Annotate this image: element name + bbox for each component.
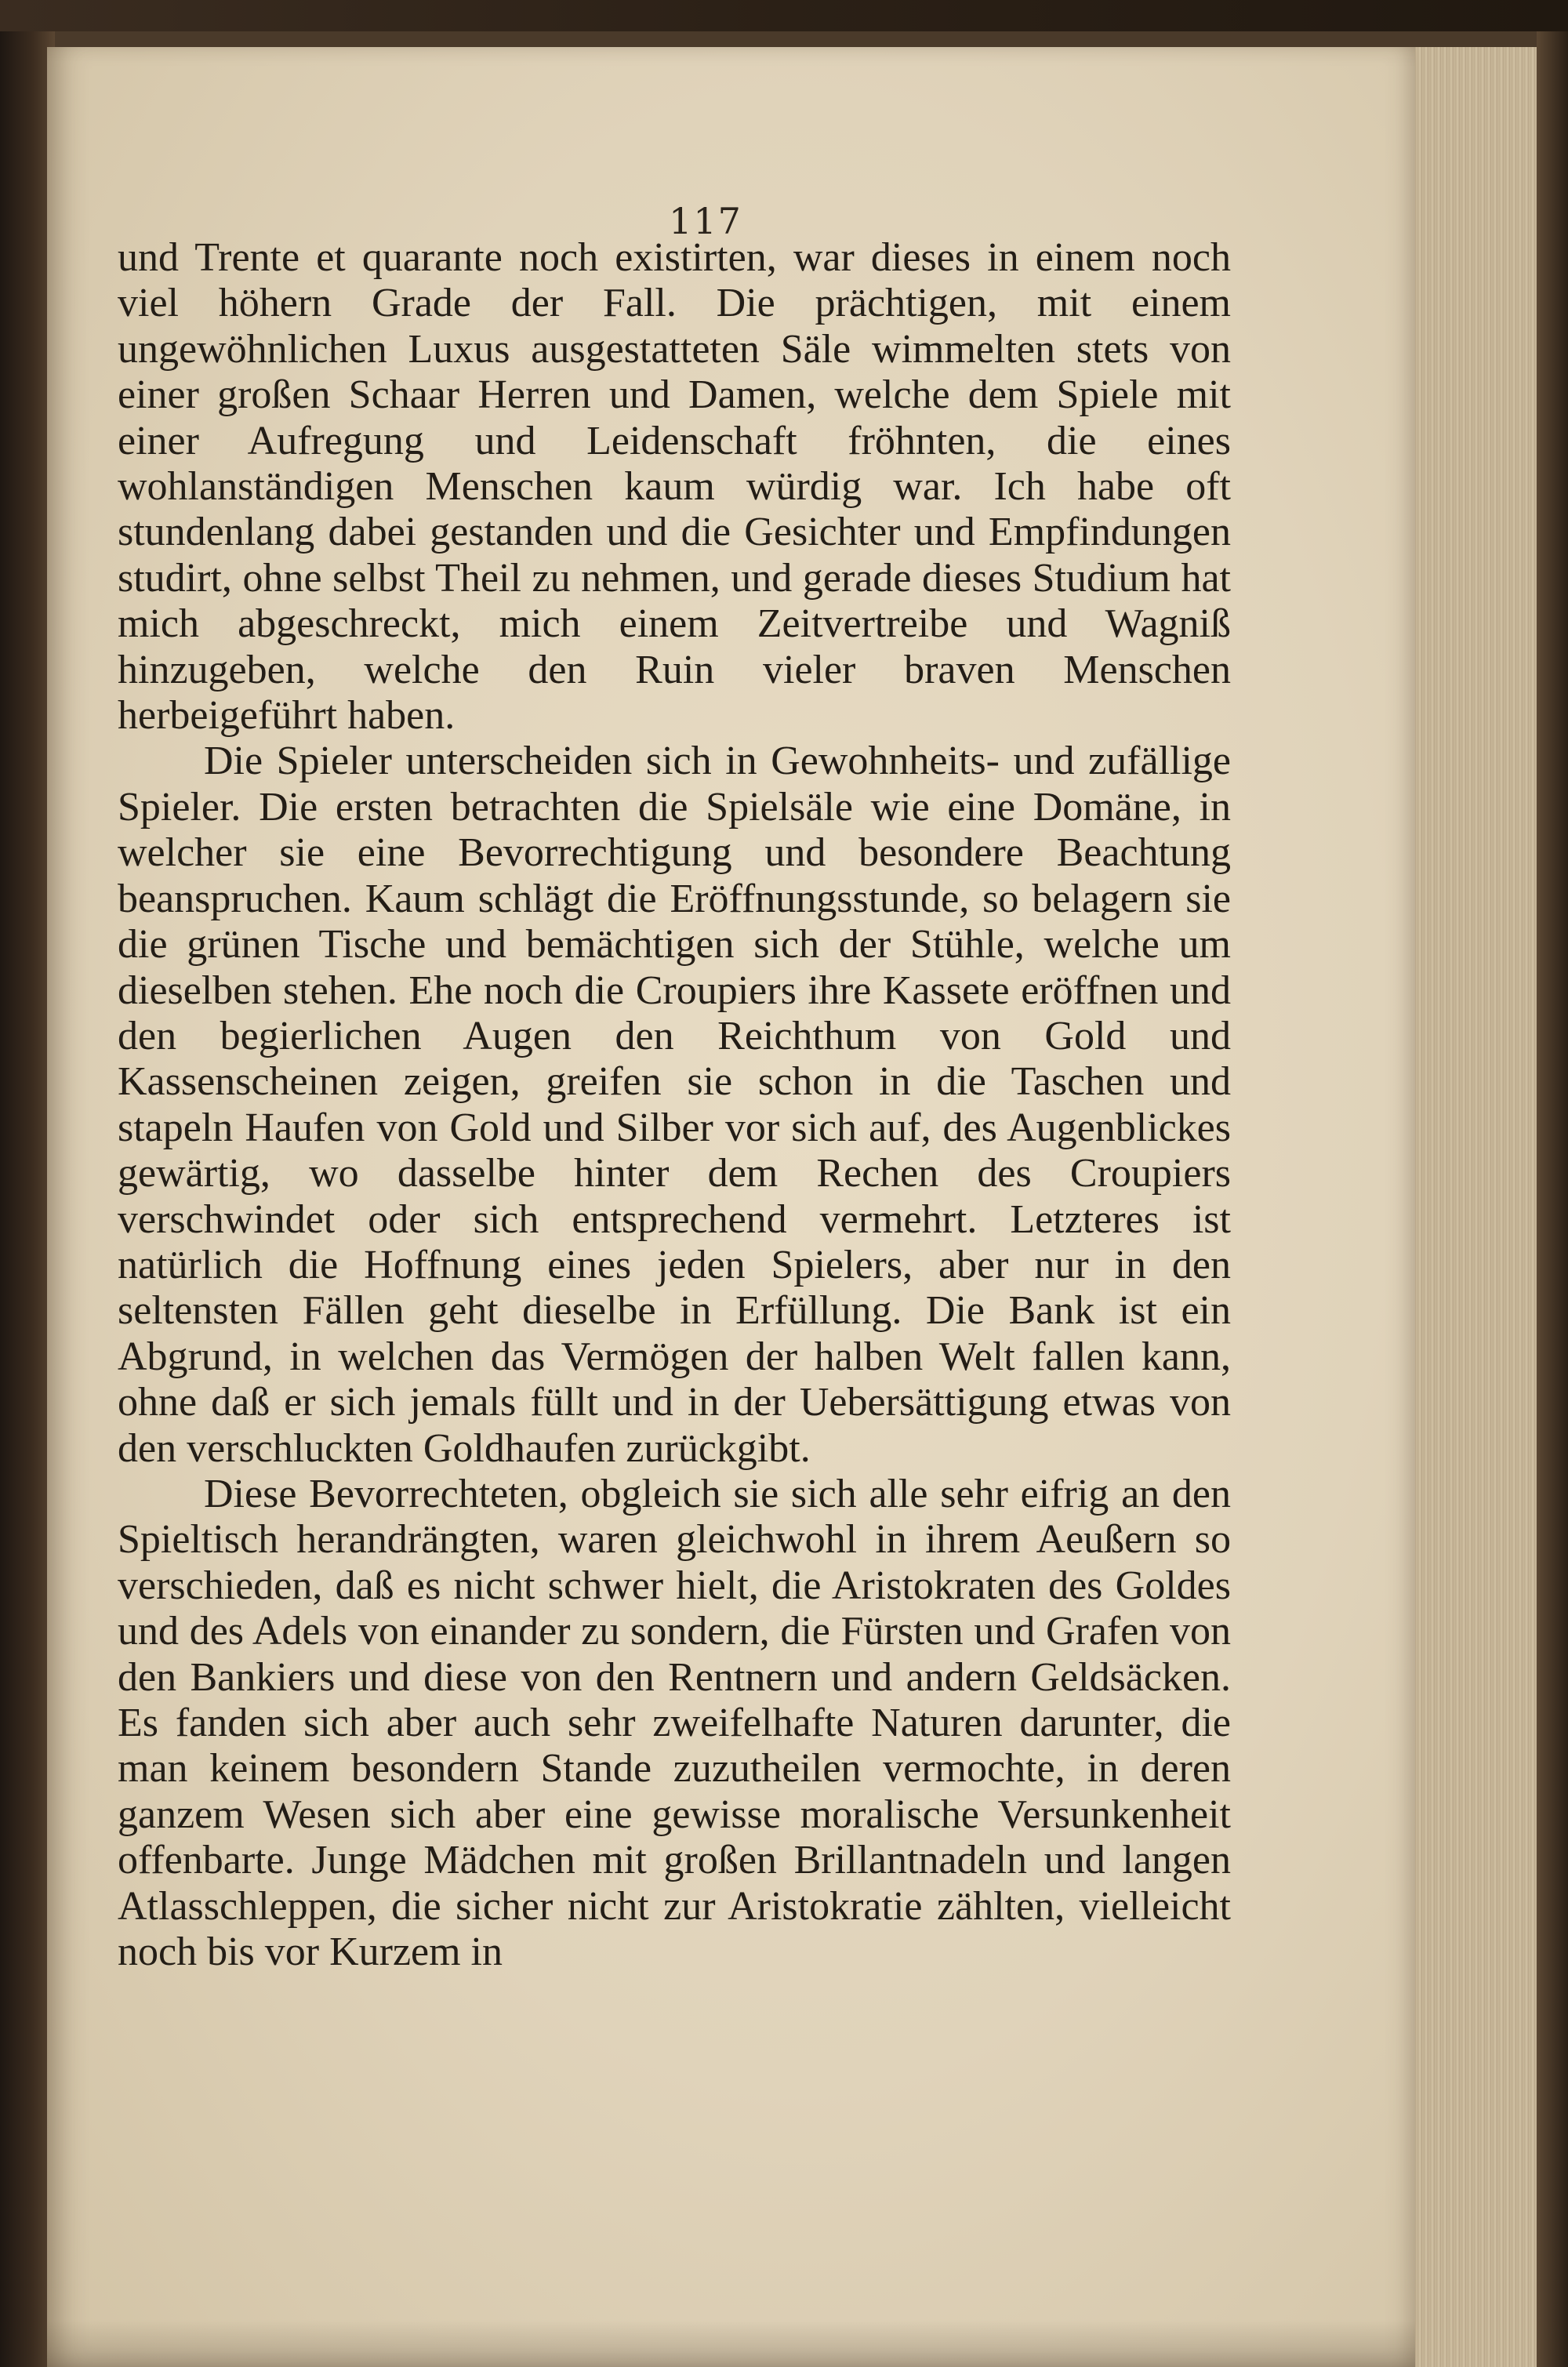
- paragraph-2: Die Spieler unterscheiden sich in Gewohnheits- und zufällige Spieler. Die ersten betrachten die Spielsäle wie eine Domäne, in welcher sie eine Bevorrechtigung und besondere Beachtung beanspruchen. Kaum schlägt die Eröffnungsstunde, so belagern sie die grünen Tische und bemächtigen sich der Stühle, welche um dieselben stehen. Ehe noch die Croupiers ihre Kassete eröffnen und den begierlichen Augen den Reichthum von Gold und Kassenscheinen zeigen, greifen sie schon in die Taschen und stapeln Haufen von Gold und Silber vor sich auf, des Augenblickes gewärtig, wo dasselbe hinter dem Rechen des Croupiers verschwindet oder sich entsprechend vermehrt. Letzteres ist natürlich die Hoffnung eines jeden Spielers, aber nur in den seltensten Fällen geht dieselbe in Erfüllung. Die Bank ist ein Abgrund, in welchen das Vermögen der halben Welt fallen kann, ohne daß er sich jemals füllt und in der Uebersättigung etwas von den verschluckten Goldhaufen zurückgibt.: [118, 739, 1231, 1471]
- page-bottom-shadow: [47, 2321, 1415, 2367]
- paragraph-1: und Trente et quarante noch existirten, war dieses in einem noch viel höhern Grade der Fall. Die prächtigen, mit einem ungewöhnlichen Luxus ausgestatteten Säle wimmelten stets von einer großen Schaar Herren und Damen, welche dem Spiele mit einer Aufregung und Leidenschaft fröhnten, die eines wohlanständigen Menschen kaum würdig war. Ich habe oft stundenlang dabei gestanden und die Gesichter und Empfindungen studirt, ohne selbst Theil zu nehmen, und gerade dieses Studium hat mich abgeschreckt, mich einem Zeitvertreibe und Wagniß hinzugeben, welche den Ruin vieler braven Menschen herbeigeführt haben.: [118, 235, 1231, 739]
- page-number: 117: [669, 200, 742, 242]
- paragraph-3: Diese Bevorrechteten, obgleich sie sich alle sehr eifrig an den Spieltisch herandrängten, waren gleichwohl in ihrem Aeußern so verschieden, daß es nicht schwer hielt, die Aristokraten des Goldes und des Adels von einander zu sondern, die Fürsten und Grafen von den Bankiers und diese von den Rentnern und andern Geldsäcken. Es fanden sich aber auch sehr zweifelhafte Naturen darunter, die man keinem besondern Stande zuzutheilen vermochte, in deren ganzem Wesen sich aber eine gewisse moralische Versunkenheit offenbarte. Junge Mädchen mit großen Brillantnadeln und langen Atlasschleppen, die sicher nicht zur Aristokratie zählten, vielleicht noch bis vor Kurzem in: [118, 1471, 1231, 1975]
- page-body-text: [118, 235, 1231, 1975]
- cover-edge: [1537, 31, 1568, 2367]
- page-edges: [1403, 47, 1552, 2367]
